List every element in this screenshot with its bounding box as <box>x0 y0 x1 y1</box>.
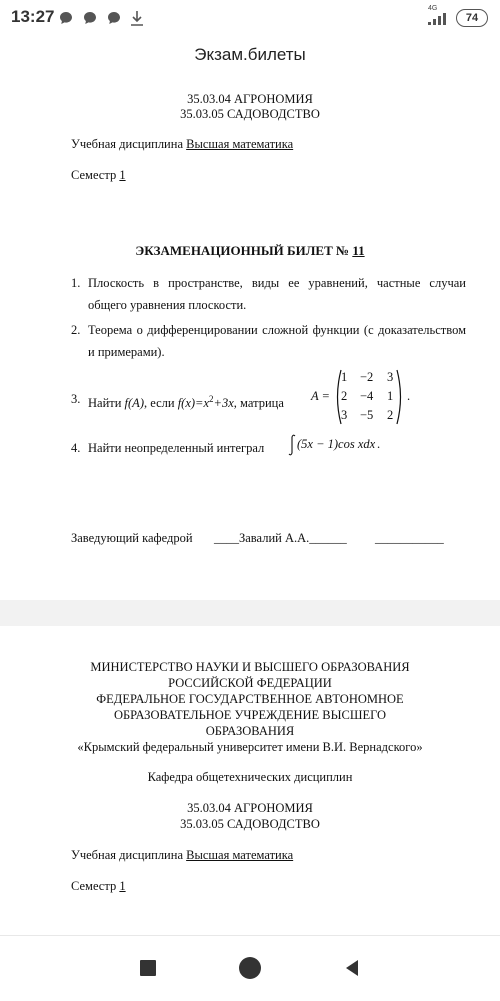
battery-indicator: 74 <box>456 9 488 27</box>
ticket-number: 11 <box>352 243 365 258</box>
q3-text-after: , матрица <box>233 396 284 411</box>
program-line-1: 35.03.04 АГРОНОМИЯ <box>187 92 313 106</box>
matrix-cell: −2 <box>360 370 374 384</box>
question-item <box>71 319 466 363</box>
program-line-2: 35.03.05 САДОВОДСТВО <box>180 107 320 121</box>
signature-line: ___________ <box>375 531 444 545</box>
question-text <box>88 437 466 459</box>
ministry-line: ОБРАЗОВАНИЯ <box>205 724 295 738</box>
matrix-cell: 2 <box>341 389 348 403</box>
head-line <box>71 531 193 546</box>
department-name: Кафедра общетехнических дисциплин <box>147 770 353 784</box>
matrix-a <box>311 368 421 426</box>
q3-text-before: Найти <box>88 396 122 411</box>
discipline-label: Учебная дисциплина <box>71 848 183 862</box>
status-time: 13:27 <box>11 7 55 26</box>
program-line-1: 35.03.04 АГРОНОМИЯ <box>187 801 313 815</box>
q4-text: Найти неопределенный интеграл <box>88 441 265 455</box>
signal-icon <box>428 13 452 25</box>
integral-period: . <box>377 437 381 451</box>
head-name: ____Завалий А.А.______ <box>214 531 347 545</box>
back-triangle-icon <box>340 956 364 980</box>
matrix-cell: 3 <box>341 408 348 422</box>
q3-text-mid: , если <box>143 396 175 411</box>
ministry-line: ФЕДЕРАЛЬНОЕ ГОСУДАРСТВЕННОЕ АВТОНОМНОЕ <box>96 692 404 706</box>
ministry-line: РОССИЙСКОЙ ФЕДЕРАЦИИ <box>168 676 332 690</box>
recents-square-icon <box>136 956 160 980</box>
matrix-cell: −5 <box>360 408 374 422</box>
ministry-line: ОБРАЗОВАТЕЛЬНОЕ УЧРЕЖДЕНИЕ ВЫСШЕГО <box>113 708 387 722</box>
integral-sign-icon <box>288 434 296 456</box>
matrix-cell: −4 <box>360 389 374 403</box>
matrix-label: A = <box>311 389 330 403</box>
question-item <box>71 437 466 459</box>
page-separator <box>0 600 500 626</box>
matrix-period: . <box>407 389 411 403</box>
q3-exponent: 2 <box>209 394 214 404</box>
network-indicator <box>428 5 452 28</box>
semester-label: Семестр <box>71 168 117 182</box>
matrix-cell: 1 <box>387 389 394 403</box>
ticket-title-text: ЭКЗАМЕНАЦИОННЫЙ БИЛЕТ № <box>135 243 350 258</box>
ministry-line: МИНИСТЕРСТВО НАУКИ И ВЫСШЕГО ОБРАЗОВАНИЯ <box>90 660 410 674</box>
page-title: Экзам.билеты <box>194 45 306 64</box>
download-icon <box>130 10 144 26</box>
matrix-cell: 1 <box>341 370 348 384</box>
right-paren-icon <box>395 368 405 426</box>
recents-button[interactable] <box>136 956 160 980</box>
question-text: Теорема о дифференцировании сложной функции (с доказательством и примерами). <box>88 323 466 359</box>
question-number: 1. <box>71 276 81 290</box>
chat-bubble-icon <box>59 11 73 25</box>
discipline-line <box>71 137 293 152</box>
home-button[interactable] <box>236 954 264 982</box>
integral-text: (5x − 1)cos xdx <box>297 437 376 451</box>
ticket-title <box>0 243 500 259</box>
semester-value: 1 <box>119 879 126 893</box>
question-number: 4. <box>71 441 81 455</box>
back-button[interactable] <box>340 956 364 980</box>
question-number: 3. <box>71 392 81 406</box>
question-number: 2. <box>71 323 81 337</box>
question-text: Плоскость в пространстве, виды ее уравнений, частные случаи общего уравнения плоскости. <box>88 276 466 312</box>
question-item <box>71 272 466 316</box>
university-name: «Крымский федеральный университет имени В.И. Вернадского» <box>77 740 423 754</box>
program-line-2: 35.03.05 САДОВОДСТВО <box>180 817 320 831</box>
home-circle-icon <box>236 954 264 982</box>
chat-bubble-icon <box>107 11 121 25</box>
semester-line <box>71 168 126 183</box>
q3-function: f(A) <box>124 396 144 411</box>
semester-label: Семестр <box>71 879 117 893</box>
matrix-cell: 3 <box>387 370 394 384</box>
discipline-value: Высшая математика <box>186 137 294 151</box>
semester-line <box>71 879 126 894</box>
discipline-line <box>71 848 293 863</box>
discipline-value: Высшая математика <box>186 848 294 862</box>
q3-fx: f(x)=x <box>177 396 210 411</box>
navigation-bar <box>0 935 500 1001</box>
matrix-cell: 2 <box>387 408 394 422</box>
network-type: 4G <box>428 5 438 12</box>
semester-value: 1 <box>119 168 126 182</box>
head-label: Заведующий кафедрой <box>71 531 193 545</box>
chat-bubble-icon <box>83 11 97 25</box>
status-bar <box>0 0 500 36</box>
discipline-label: Учебная дисциплина <box>71 137 183 151</box>
q3-fx-tail: +3x <box>213 396 234 411</box>
